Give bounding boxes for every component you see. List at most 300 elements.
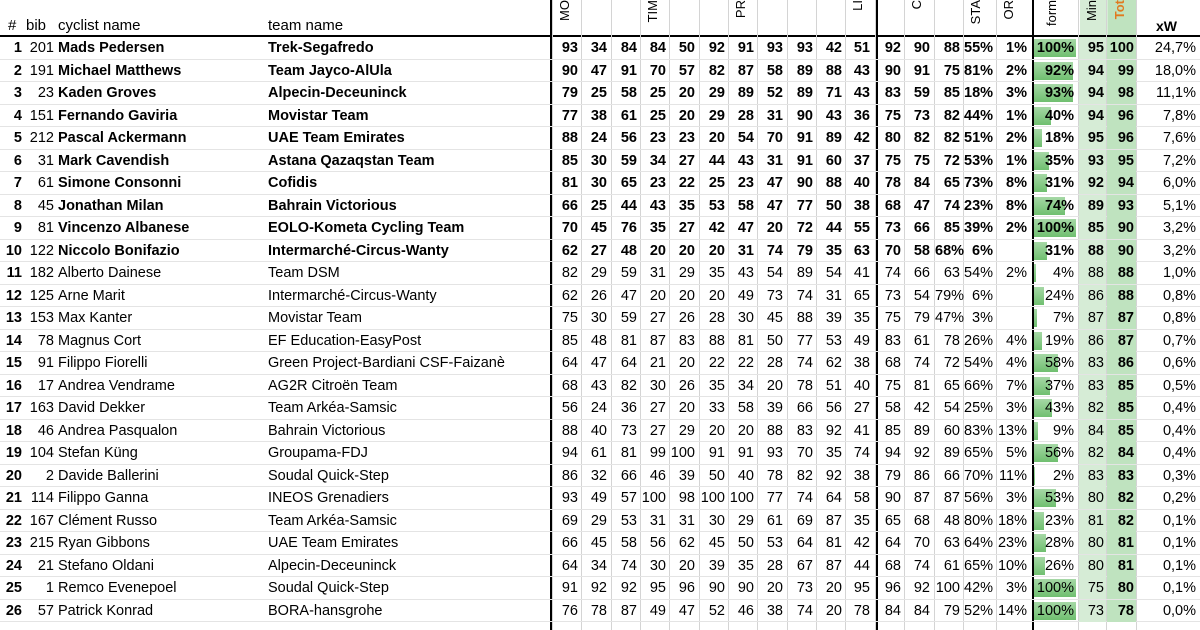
xw-value: 18,0%	[1154, 62, 1196, 79]
stat-value: 65	[943, 377, 960, 394]
stat-value: 35	[649, 220, 666, 236]
cyclist-name: Davide Ballerini	[58, 467, 159, 484]
tot-value: 87	[1117, 310, 1134, 326]
min-value: 80	[1087, 557, 1104, 574]
min-value: 93	[1087, 152, 1104, 169]
stat-value: 89	[796, 85, 813, 101]
stat-value: 82	[913, 130, 930, 146]
table-row[interactable]	[0, 465, 1200, 488]
stat-value: 65%	[964, 445, 994, 461]
stat-value: 61	[943, 557, 960, 574]
stat-value: 63	[853, 242, 870, 259]
stat-value: 55	[853, 220, 870, 236]
stat-value: 20	[649, 242, 666, 259]
stat-value: 20	[678, 85, 695, 101]
stat-value: 56	[620, 130, 637, 146]
tot-value: 95	[1117, 152, 1134, 169]
xw-value: 0,4%	[1162, 445, 1196, 461]
stat-value: 48	[620, 242, 637, 259]
table-row[interactable]	[0, 510, 1200, 533]
stat-value: 83	[796, 422, 813, 439]
stat-value: 42	[913, 400, 930, 416]
form-value: 24%	[1044, 287, 1074, 304]
stat-value: 56	[649, 535, 666, 551]
stat-value: 31	[766, 107, 783, 124]
stat-value: 18%	[964, 85, 994, 101]
xw-value: 7,2%	[1162, 152, 1196, 169]
stat-value: 85	[943, 85, 960, 101]
stat-value: 49	[737, 287, 754, 304]
stat-value: 50	[737, 535, 754, 551]
header-stat-13[interactable]	[935, 0, 962, 36]
stat-value: 43	[825, 107, 842, 124]
form-value: 56%	[1044, 445, 1074, 461]
team-name: BORA-hansgrohe	[268, 602, 383, 619]
stat-value: 23%	[997, 535, 1027, 551]
row-index: 25	[5, 580, 22, 596]
min-value: 82	[1087, 400, 1104, 416]
stat-value: 27	[853, 400, 870, 416]
row-index: 3	[13, 85, 22, 101]
stat-value: 38	[766, 602, 783, 619]
row-index: 19	[5, 445, 22, 461]
stat-value: 79%	[935, 287, 965, 304]
stat-value: 62	[561, 242, 578, 259]
stat-value: 90	[884, 62, 901, 79]
header-xw[interactable]: xW	[1156, 18, 1177, 34]
stat-value: 6%	[972, 287, 993, 304]
bib-number: 167	[29, 512, 54, 529]
cyclist-name: Filippo Fiorelli	[58, 355, 148, 371]
form-value: 74%	[1044, 197, 1074, 214]
stat-value: 70%	[964, 467, 994, 484]
table-row[interactable]	[0, 105, 1200, 128]
stat-value: 58	[620, 85, 637, 101]
header-stat-7[interactable]	[758, 0, 785, 36]
stat-value: 78	[884, 175, 901, 191]
stat-value: 2%	[1006, 220, 1027, 236]
header-team-name[interactable]: team name	[268, 17, 344, 34]
table-row[interactable]	[0, 397, 1200, 420]
row-index: 1	[13, 40, 22, 56]
header-stat-15[interactable]: OR	[1001, 0, 1016, 20]
stat-value: 65	[884, 512, 901, 529]
header-stat-1[interactable]	[582, 0, 609, 36]
stat-value: 23	[649, 130, 666, 146]
table-row[interactable]	[0, 150, 1200, 173]
row-index: 8	[13, 197, 22, 214]
stat-value: 54	[825, 265, 842, 281]
stat-value: 3%	[1006, 400, 1027, 416]
tot-value: 90	[1117, 242, 1134, 259]
stat-value: 84	[620, 40, 637, 56]
stat-value: 40	[853, 175, 870, 191]
stat-value: 66	[620, 467, 637, 484]
stat-value: 58	[766, 62, 783, 79]
stat-value: 81	[913, 377, 930, 394]
stat-value: 30	[590, 310, 607, 326]
team-name: Astana Qazaqstan Team	[268, 152, 435, 169]
row-index: 18	[5, 422, 22, 439]
stat-value: 43	[853, 85, 870, 101]
form-value: 58%	[1044, 355, 1074, 371]
stat-value: 28	[708, 310, 725, 326]
stat-value: 54	[766, 265, 783, 281]
min-value: 92	[1087, 175, 1104, 191]
xw-value: 0,1%	[1162, 512, 1196, 529]
stat-value: 29	[590, 265, 607, 281]
stat-value: 74	[766, 242, 783, 259]
stat-value: 63	[943, 265, 960, 281]
min-value: 75	[1087, 580, 1104, 596]
table-row[interactable]	[0, 352, 1200, 375]
stat-value: 59	[620, 152, 637, 169]
team-name: Green Project-Bardiani CSF-Faizanè	[268, 355, 505, 371]
row-index: 23	[5, 535, 22, 551]
header-stat-2[interactable]	[612, 0, 639, 36]
stat-value: 87	[825, 512, 842, 529]
table-header	[0, 0, 1200, 36]
bib-number: 151	[29, 107, 54, 124]
stat-value: 28	[737, 107, 754, 124]
table-row[interactable]	[0, 127, 1200, 150]
stat-value: 73	[766, 287, 783, 304]
stat-value: 81	[620, 332, 637, 349]
stat-value: 39	[825, 310, 842, 326]
stat-value: 77	[796, 197, 813, 214]
stat-value: 31	[649, 512, 666, 529]
stat-value: 44	[620, 197, 637, 214]
stat-value: 78	[853, 602, 870, 619]
stat-value: 75	[884, 310, 901, 326]
header-stat-12[interactable]: C	[909, 0, 924, 10]
team-name: Alpecin-Deceuninck	[268, 557, 397, 574]
xw-value: 6,0%	[1162, 175, 1196, 191]
tot-value: 78	[1117, 602, 1134, 619]
table-row[interactable]	[0, 532, 1200, 555]
row-index: 24	[5, 557, 22, 574]
stat-value: 91	[796, 130, 813, 146]
stat-value: 23%	[964, 197, 994, 214]
stat-value: 91	[913, 62, 930, 79]
table-row[interactable]	[0, 82, 1200, 105]
stat-value: 89	[913, 422, 930, 439]
tot-value: 84	[1117, 445, 1134, 461]
stat-value: 100	[729, 490, 754, 506]
stat-value: 85	[561, 152, 578, 169]
stat-value: 66	[561, 535, 578, 551]
cyclist-name: Simone Consonni	[58, 175, 182, 191]
xw-value: 0,4%	[1162, 400, 1196, 416]
cyclist-name: Stefano Oldani	[58, 557, 154, 574]
stat-value: 5%	[1006, 445, 1027, 461]
bib-number: 201	[29, 40, 54, 56]
header-min[interactable]: Min	[1080, 0, 1108, 36]
form-value: 100%	[1036, 602, 1074, 619]
team-name: Movistar Team	[268, 310, 363, 326]
table-row[interactable]	[0, 285, 1200, 308]
min-value: 81	[1087, 512, 1104, 529]
stat-value: 29	[678, 422, 695, 439]
stat-value: 79	[884, 467, 901, 484]
table-row[interactable]	[0, 442, 1200, 465]
header-stat-8[interactable]	[788, 0, 815, 36]
stat-value: 65	[620, 175, 637, 191]
xw-value: 0,1%	[1162, 557, 1196, 574]
stat-value: 44	[708, 152, 725, 169]
stat-value: 60	[825, 152, 842, 169]
stat-value: 68	[561, 377, 578, 394]
header-form[interactable]: form	[1044, 0, 1059, 26]
stat-value: 72	[796, 220, 813, 236]
stat-value: 75	[913, 152, 930, 169]
stat-value: 20	[737, 422, 754, 439]
stat-value: 92	[825, 422, 842, 439]
stat-value: 93	[561, 40, 578, 56]
bib-number: 1	[45, 580, 54, 596]
form-value: 19%	[1044, 332, 1074, 349]
row-index: 13	[5, 310, 22, 326]
header-stat-11[interactable]	[876, 0, 903, 36]
stat-value: 77	[561, 107, 578, 124]
stat-value: 27	[590, 242, 607, 259]
stat-value: 45	[590, 535, 607, 551]
table-row[interactable]	[0, 195, 1200, 218]
stat-value: 54	[943, 400, 960, 416]
stat-value: 20	[678, 107, 695, 124]
cyclist-name: Andrea Pasqualon	[58, 422, 178, 439]
min-value: 87	[1087, 310, 1104, 326]
xw-value: 3,2%	[1162, 242, 1196, 259]
stat-value: 84	[884, 602, 901, 619]
stat-value: 31	[678, 512, 695, 529]
tot-value: 85	[1117, 422, 1134, 439]
stat-value: 91	[737, 40, 754, 56]
stat-value: 27	[678, 220, 695, 236]
min-value: 80	[1087, 490, 1104, 506]
stat-value: 74	[943, 197, 960, 214]
stat-value: 53%	[964, 152, 994, 169]
xw-value: 0,2%	[1162, 490, 1196, 506]
header-stat-4[interactable]	[670, 0, 697, 36]
stat-value: 44	[825, 220, 842, 236]
stat-value: 66	[796, 400, 813, 416]
header-stat-0[interactable]: MO	[557, 0, 572, 21]
team-name: Groupama-FDJ	[268, 445, 368, 461]
stat-value: 61	[766, 512, 783, 529]
stat-value: 29	[678, 265, 695, 281]
stat-value: 20	[825, 580, 842, 596]
stat-value: 43	[737, 152, 754, 169]
stat-value: 86	[913, 467, 930, 484]
table-row[interactable]	[0, 262, 1200, 285]
stat-value: 22	[678, 175, 695, 191]
stat-value: 84	[649, 40, 666, 56]
stat-value: 82	[943, 107, 960, 124]
stat-value: 89	[825, 130, 842, 146]
xw-value: 0,4%	[1162, 422, 1196, 439]
stat-value: 20	[766, 377, 783, 394]
min-value: 86	[1087, 287, 1104, 304]
min-value: 88	[1087, 265, 1104, 281]
table-row[interactable]	[0, 555, 1200, 578]
stat-value: 44	[853, 557, 870, 574]
stat-value: 63	[943, 535, 960, 551]
row-index: 16	[5, 377, 22, 394]
xw-value: 0,7%	[1162, 332, 1196, 349]
header-cyclist-name[interactable]: cyclist name	[58, 17, 141, 34]
stat-value: 25	[649, 107, 666, 124]
stat-value: 89	[943, 445, 960, 461]
header-stat-10[interactable]: LI	[850, 0, 865, 11]
stat-value: 20	[825, 602, 842, 619]
stat-value: 82	[561, 265, 578, 281]
stat-value: 57	[620, 490, 637, 506]
bib-number: 45	[37, 197, 54, 214]
stat-value: 14%	[997, 602, 1027, 619]
stat-value: 78	[796, 377, 813, 394]
table-row[interactable]	[0, 60, 1200, 83]
header-stat-9[interactable]	[817, 0, 844, 36]
cyclist-name: Magnus Cort	[58, 332, 142, 349]
header-stat-14[interactable]: STA	[968, 0, 983, 25]
stat-value: 53	[825, 332, 842, 349]
stat-value: 3%	[1006, 85, 1027, 101]
stat-value: 51	[825, 377, 842, 394]
header-tot[interactable]: Tot	[1108, 0, 1136, 36]
stat-value: 30	[590, 152, 607, 169]
cyclist-name: Andrea Vendrame	[58, 377, 175, 394]
bib-number: 215	[29, 535, 54, 551]
stat-value: 41	[853, 422, 870, 439]
stat-value: 58	[620, 535, 637, 551]
stat-value: 78	[766, 467, 783, 484]
table-row[interactable]	[0, 487, 1200, 510]
tot-value: 81	[1117, 557, 1134, 574]
bib-number: 31	[37, 152, 54, 169]
team-name: UAE Team Emirates	[268, 130, 405, 146]
stat-value: 38	[853, 197, 870, 214]
table-row[interactable]	[0, 420, 1200, 443]
stat-value: 30	[649, 557, 666, 574]
stat-value: 81	[737, 332, 754, 349]
stat-value: 92	[620, 580, 637, 596]
stat-value: 53	[620, 512, 637, 529]
bib-number: 191	[29, 62, 54, 79]
stat-value: 52%	[964, 602, 994, 619]
table-row[interactable]	[0, 240, 1200, 263]
header-stat-6[interactable]: PR	[733, 0, 748, 19]
stat-value: 100	[670, 445, 695, 461]
stat-value: 28	[766, 355, 783, 371]
stat-value: 51	[853, 40, 870, 56]
table-row[interactable]	[0, 307, 1200, 330]
stat-value: 64	[620, 355, 637, 371]
stat-value: 52	[766, 85, 783, 101]
form-value: 100%	[1036, 40, 1074, 56]
team-name: UAE Team Emirates	[268, 535, 399, 551]
stat-value: 66	[913, 220, 930, 236]
stat-value: 33	[708, 400, 725, 416]
stat-value: 6%	[972, 242, 993, 259]
stat-value: 31	[825, 287, 842, 304]
stat-value: 73%	[964, 175, 994, 191]
stat-value: 34	[590, 557, 607, 574]
header-stat-5[interactable]	[700, 0, 727, 36]
stat-value: 66	[943, 467, 960, 484]
min-value: 83	[1087, 467, 1104, 484]
cyclist-name: Vincenzo Albanese	[58, 220, 190, 236]
stat-value: 42	[708, 220, 725, 236]
stat-value: 2%	[1006, 130, 1027, 146]
stat-value: 3%	[972, 310, 993, 326]
stat-value: 40	[590, 422, 607, 439]
stat-value: 46	[649, 467, 666, 484]
stat-value: 39%	[964, 220, 994, 236]
header-bib[interactable]: bib	[26, 17, 47, 34]
stat-value: 93	[766, 40, 783, 56]
stat-value: 45	[766, 310, 783, 326]
stat-value: 95	[853, 580, 870, 596]
header-stat-3[interactable]: TIM	[645, 0, 660, 23]
stat-value: 64	[561, 355, 578, 371]
table-row[interactable]	[0, 330, 1200, 353]
stat-value: 92	[884, 40, 901, 56]
bib-number: 78	[37, 332, 54, 349]
bib-number: 182	[29, 265, 54, 281]
table-row[interactable]	[0, 577, 1200, 600]
stat-value: 35	[678, 197, 695, 214]
stat-value: 43	[649, 197, 666, 214]
table-row[interactable]	[0, 217, 1200, 240]
header-index[interactable]: #	[8, 17, 17, 34]
stat-value: 48	[943, 512, 960, 529]
table-row[interactable]	[0, 375, 1200, 398]
team-name: Team Arkéa-Samsic	[268, 400, 397, 416]
stat-value: 100	[935, 580, 960, 596]
stat-value: 7%	[1006, 377, 1027, 394]
stat-value: 88	[825, 175, 842, 191]
stat-value: 18%	[997, 512, 1027, 529]
min-value: 94	[1087, 62, 1104, 79]
stat-value: 35	[853, 310, 870, 326]
table-row[interactable]	[0, 600, 1200, 623]
tot-value: 96	[1117, 107, 1134, 124]
stat-value: 26	[590, 287, 607, 304]
stat-value: 86	[561, 467, 578, 484]
stat-value: 80%	[964, 512, 994, 529]
stat-value: 30	[590, 175, 607, 191]
min-value: 80	[1087, 535, 1104, 551]
table-row[interactable]	[0, 37, 1200, 60]
stat-value: 75	[943, 62, 960, 79]
stat-value: 88	[708, 332, 725, 349]
stat-value: 31	[737, 242, 754, 259]
stat-value: 70	[561, 220, 578, 236]
stat-value: 88	[825, 62, 842, 79]
tot-value: 85	[1117, 400, 1134, 416]
min-value: 73	[1087, 602, 1104, 619]
stat-value: 68%	[935, 242, 965, 259]
tot-value: 82	[1117, 490, 1134, 506]
table-row[interactable]	[0, 172, 1200, 195]
stat-value: 1%	[1006, 40, 1027, 56]
row-index: 4	[13, 107, 22, 124]
stat-value: 47	[913, 197, 930, 214]
stat-value: 69	[796, 512, 813, 529]
stat-value: 69	[561, 512, 578, 529]
form-value: 2%	[1053, 467, 1074, 484]
